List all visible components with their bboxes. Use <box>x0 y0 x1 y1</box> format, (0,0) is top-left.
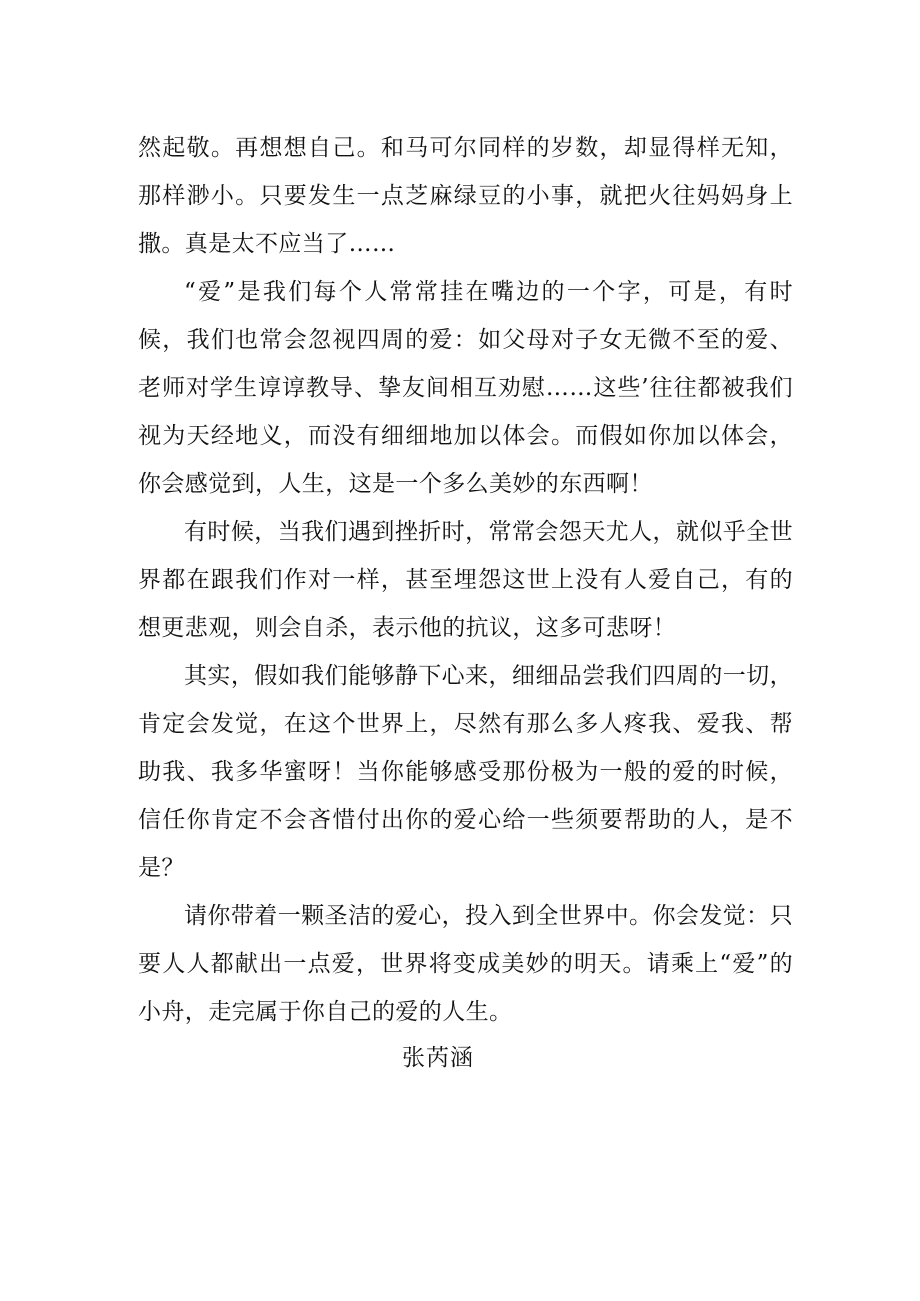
author-signature: 张芮涵 <box>402 1045 474 1071</box>
document-body <box>138 124 793 1080</box>
paragraph-2: “爱”是我们每个人常常挂在嘴边的一个字，可是，有时候，我们也常会忽视四周的爱：如父母对子女无微不至的爱、老师对学生谆谆教导、挚友间相互劝慰……这些’往往都被我们视为天经地义，而没有细细地加以体会。而假如你加以体会，你会感觉到，人生，这是一个多么美妙的东西啊！ <box>138 279 793 497</box>
paragraph-5: 请你带着一颗圣洁的爱心，投入到全世界中。你会发觉：只要人人都献出一点爱，世界将变成美妙的明天。请乘上“爱”的小舟，走完属于你自己的爱的人生。 <box>138 903 793 1025</box>
paragraph-3: 有时候，当我们遇到挫折时，常常会怨天尤人，就似乎全世界都在跟我们作对一样，甚至埋怨这世上没有人爱自己，有的想更悲观，则会自杀，表示他的抗议，这多可悲呀！ <box>138 519 793 641</box>
paragraph-4: 其实，假如我们能够静下心来，细细品尝我们四周的一切，肯定会发觉，在这个世界上，尽然有那么多人疼我、爱我、帮助我、我多华蜜呀！当你能够感受那份极为一般的爱的时候，信任你肯定不会吝惜付出你的爱心给一些须要帮助的人，是不是？ <box>138 663 793 881</box>
paragraph-1: 然起敬。再想想自己。和马可尔同样的岁数，却显得样无知，那样渺小。只要发生一点芝麻绿豆的小事，就把火往妈妈身上撒。真是太不应当了…… <box>138 135 793 257</box>
